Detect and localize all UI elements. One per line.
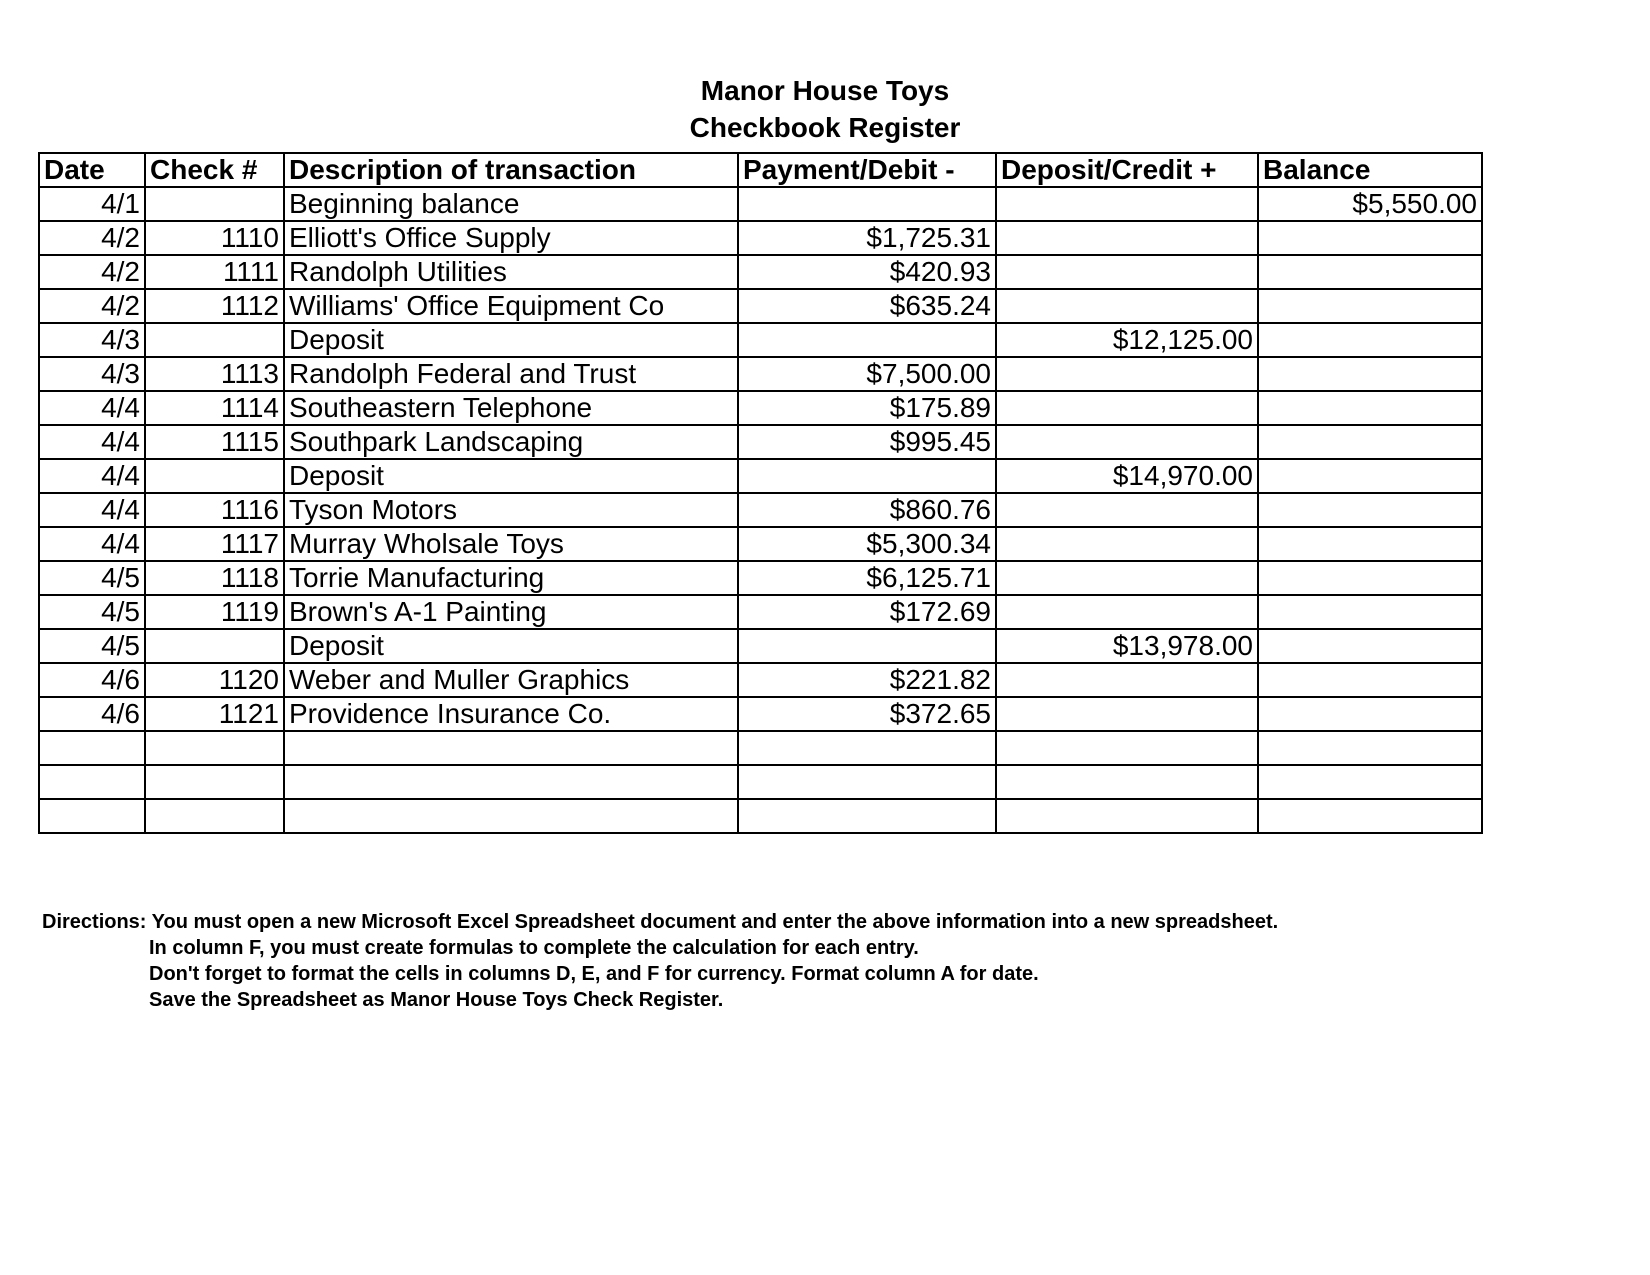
table-row bbox=[39, 527, 1482, 561]
table-row bbox=[39, 357, 1482, 391]
cell-payment: $372.65 bbox=[738, 697, 996, 731]
cell-description: Deposit bbox=[284, 459, 738, 493]
cell-payment bbox=[738, 731, 996, 765]
cell-balance bbox=[1258, 527, 1482, 561]
cell-payment: $1,725.31 bbox=[738, 221, 996, 255]
cell-balance bbox=[1258, 459, 1482, 493]
cell-description bbox=[284, 731, 738, 765]
cell-check-number: 1119 bbox=[145, 595, 284, 629]
cell-payment: $635.24 bbox=[738, 289, 996, 323]
cell-date: 4/4 bbox=[39, 459, 145, 493]
table-row bbox=[39, 187, 1482, 221]
cell-deposit bbox=[996, 765, 1258, 799]
cell-date bbox=[39, 799, 145, 833]
cell-date: 4/5 bbox=[39, 561, 145, 595]
cell-date: 4/1 bbox=[39, 187, 145, 221]
cell-description: Williams' Office Equipment Co bbox=[284, 289, 738, 323]
cell-description: Deposit bbox=[284, 323, 738, 357]
cell-balance: $5,550.00 bbox=[1258, 187, 1482, 221]
table-row bbox=[39, 255, 1482, 289]
cell-description: Tyson Motors bbox=[284, 493, 738, 527]
cell-payment: $5,300.34 bbox=[738, 527, 996, 561]
cell-date: 4/2 bbox=[39, 221, 145, 255]
cell-description bbox=[284, 799, 738, 833]
cell-description: Randolph Utilities bbox=[284, 255, 738, 289]
cell-check-number: 1113 bbox=[145, 357, 284, 391]
directions-line-4: Save the Spreadsheet as Manor House Toys Check Register. bbox=[149, 989, 724, 1011]
cell-check-number: 1118 bbox=[145, 561, 284, 595]
cell-deposit bbox=[996, 527, 1258, 561]
table-row bbox=[39, 323, 1482, 357]
cell-deposit bbox=[996, 663, 1258, 697]
cell-balance bbox=[1258, 221, 1482, 255]
cell-balance bbox=[1258, 357, 1482, 391]
cell-check-number bbox=[145, 187, 284, 221]
cell-check-number bbox=[145, 765, 284, 799]
cell-balance bbox=[1258, 323, 1482, 357]
cell-deposit bbox=[996, 799, 1258, 833]
header-check-number: Check # bbox=[145, 153, 284, 187]
table-row bbox=[39, 697, 1482, 731]
cell-balance bbox=[1258, 289, 1482, 323]
cell-deposit bbox=[996, 221, 1258, 255]
cell-description: Brown's A-1 Painting bbox=[284, 595, 738, 629]
cell-balance bbox=[1258, 799, 1482, 833]
page-subtitle: Checkbook Register bbox=[689, 112, 961, 143]
cell-description: Murray Wholsale Toys bbox=[284, 527, 738, 561]
cell-payment bbox=[738, 187, 996, 221]
cell-check-number bbox=[145, 799, 284, 833]
cell-deposit bbox=[996, 255, 1258, 289]
table-row bbox=[39, 391, 1482, 425]
cell-date: 4/3 bbox=[39, 323, 145, 357]
cell-deposit: $12,125.00 bbox=[996, 323, 1258, 357]
cell-check-number: 1111 bbox=[145, 255, 284, 289]
cell-check-number: 1121 bbox=[145, 697, 284, 731]
cell-check-number: 1112 bbox=[145, 289, 284, 323]
cell-check-number bbox=[145, 731, 284, 765]
cell-balance bbox=[1258, 697, 1482, 731]
cell-deposit: $14,970.00 bbox=[996, 459, 1258, 493]
cell-description: Weber and Muller Graphics bbox=[284, 663, 738, 697]
table-row bbox=[39, 731, 1482, 765]
directions-line-1: Directions: You must open a new Microsoft Excel Spreadsheet document and enter the above information into a new spreadsheet. bbox=[42, 911, 1279, 933]
cell-payment bbox=[738, 629, 996, 663]
cell-balance bbox=[1258, 425, 1482, 459]
cell-balance bbox=[1258, 561, 1482, 595]
cell-payment: $6,125.71 bbox=[738, 561, 996, 595]
header-balance: Balance bbox=[1258, 153, 1482, 187]
directions-line-2: In column F, you must create formulas to complete the calculation for each entry. bbox=[149, 937, 919, 959]
cell-check-number: 1120 bbox=[145, 663, 284, 697]
cell-balance bbox=[1258, 663, 1482, 697]
page-title: Manor House Toys bbox=[700, 75, 950, 106]
cell-check-number bbox=[145, 459, 284, 493]
cell-deposit: $13,978.00 bbox=[996, 629, 1258, 663]
cell-description: Elliott's Office Supply bbox=[284, 221, 738, 255]
table-row bbox=[39, 629, 1482, 663]
cell-description: Randolph Federal and Trust bbox=[284, 357, 738, 391]
table-row bbox=[39, 561, 1482, 595]
cell-description: Torrie Manufacturing bbox=[284, 561, 738, 595]
table-row bbox=[39, 289, 1482, 323]
table-row bbox=[39, 493, 1482, 527]
cell-deposit bbox=[996, 697, 1258, 731]
cell-deposit bbox=[996, 357, 1258, 391]
cell-payment: $175.89 bbox=[738, 391, 996, 425]
cell-description: Beginning balance bbox=[284, 187, 738, 221]
table-row bbox=[39, 425, 1482, 459]
cell-description: Southpark Landscaping bbox=[284, 425, 738, 459]
cell-description: Southeastern Telephone bbox=[284, 391, 738, 425]
cell-date: 4/6 bbox=[39, 663, 145, 697]
checkbook-register-table bbox=[38, 152, 1483, 834]
cell-payment bbox=[738, 765, 996, 799]
cell-balance bbox=[1258, 255, 1482, 289]
cell-payment bbox=[738, 459, 996, 493]
cell-payment: $995.45 bbox=[738, 425, 996, 459]
cell-date: 4/4 bbox=[39, 425, 145, 459]
cell-deposit bbox=[996, 493, 1258, 527]
cell-balance bbox=[1258, 391, 1482, 425]
table-row bbox=[39, 595, 1482, 629]
cell-deposit bbox=[996, 289, 1258, 323]
cell-date: 4/5 bbox=[39, 595, 145, 629]
cell-payment: $221.82 bbox=[738, 663, 996, 697]
table-row bbox=[39, 765, 1482, 799]
table-row bbox=[39, 663, 1482, 697]
cell-date bbox=[39, 731, 145, 765]
cell-date: 4/4 bbox=[39, 493, 145, 527]
cell-date: 4/3 bbox=[39, 357, 145, 391]
header-payment-debit: Payment/Debit - bbox=[738, 153, 996, 187]
table-row bbox=[39, 221, 1482, 255]
cell-check-number: 1116 bbox=[145, 493, 284, 527]
cell-deposit bbox=[996, 731, 1258, 765]
cell-balance bbox=[1258, 629, 1482, 663]
cell-check-number: 1115 bbox=[145, 425, 284, 459]
cell-deposit bbox=[996, 425, 1258, 459]
cell-balance bbox=[1258, 765, 1482, 799]
cell-date: 4/2 bbox=[39, 255, 145, 289]
table-row bbox=[39, 459, 1482, 493]
cell-payment: $860.76 bbox=[738, 493, 996, 527]
cell-balance bbox=[1258, 731, 1482, 765]
cell-date: 4/4 bbox=[39, 391, 145, 425]
cell-date: 4/5 bbox=[39, 629, 145, 663]
cell-date bbox=[39, 765, 145, 799]
cell-check-number bbox=[145, 629, 284, 663]
cell-deposit bbox=[996, 595, 1258, 629]
cell-payment: $420.93 bbox=[738, 255, 996, 289]
header-description: Description of transaction bbox=[284, 153, 738, 187]
directions-line-3: Don't forget to format the cells in columns D, E, and F for currency. Format column A for date. bbox=[149, 963, 1039, 985]
cell-check-number bbox=[145, 323, 284, 357]
cell-deposit bbox=[996, 561, 1258, 595]
header-deposit-credit: Deposit/Credit + bbox=[996, 153, 1258, 187]
cell-balance bbox=[1258, 595, 1482, 629]
cell-deposit bbox=[996, 391, 1258, 425]
cell-description: Deposit bbox=[284, 629, 738, 663]
cell-payment: $172.69 bbox=[738, 595, 996, 629]
cell-date: 4/6 bbox=[39, 697, 145, 731]
cell-payment bbox=[738, 799, 996, 833]
table-row bbox=[39, 799, 1482, 833]
cell-description: Providence Insurance Co. bbox=[284, 697, 738, 731]
cell-payment bbox=[738, 323, 996, 357]
cell-date: 4/4 bbox=[39, 527, 145, 561]
cell-deposit bbox=[996, 187, 1258, 221]
cell-payment: $7,500.00 bbox=[738, 357, 996, 391]
header-row bbox=[39, 153, 1482, 187]
cell-check-number: 1117 bbox=[145, 527, 284, 561]
cell-check-number: 1110 bbox=[145, 221, 284, 255]
cell-check-number: 1114 bbox=[145, 391, 284, 425]
cell-description bbox=[284, 765, 738, 799]
header-date: Date bbox=[39, 153, 145, 187]
cell-date: 4/2 bbox=[39, 289, 145, 323]
cell-balance bbox=[1258, 493, 1482, 527]
